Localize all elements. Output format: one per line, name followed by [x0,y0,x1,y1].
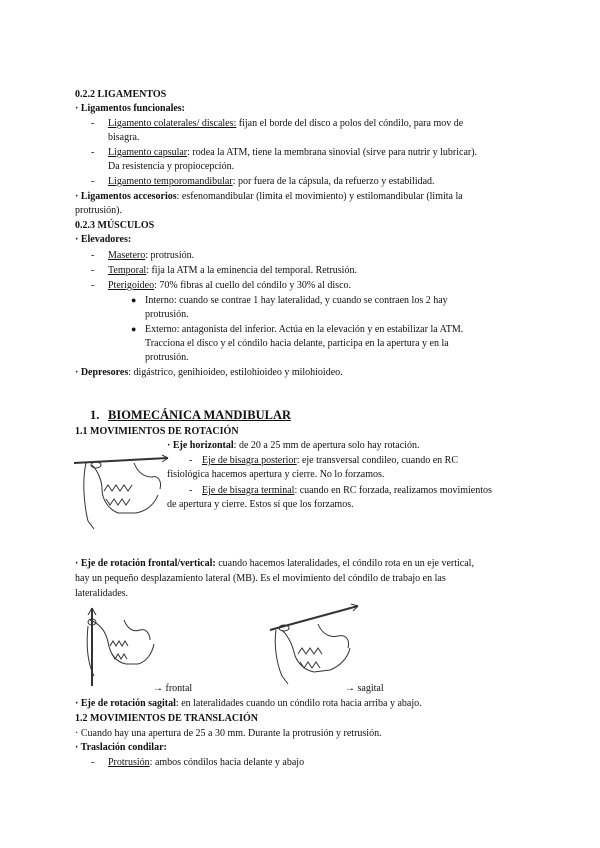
heading-biomecanica: BIOMECÁNICA MANDIBULAR [108,408,291,422]
list-dash: - [189,455,193,466]
label-traslacion-condilar: · Traslación condilar: [75,742,167,753]
term: Ligamento capsular [108,147,188,158]
list-dash: - [91,757,95,768]
label: · Eje de rotación sagital [75,698,176,709]
list-dash: - [91,265,95,276]
label: · Depresores [75,367,129,378]
eje-frontal-vertical-cont: lateralidades. [75,588,129,599]
list-item-colaterales [108,117,463,131]
heading-translacion: 1.2 MOVIMIENTOS DE TRANSLACIÓN [75,713,258,724]
term: Ligamento colaterales/ discales: [108,118,237,129]
section-number: 1. [90,408,100,422]
text: cuando hacemos lateralidades, el cóndilo rota en un eje vertical, [215,558,474,569]
list-item-continuation: Da resistencia y propiocepción. [108,161,235,172]
list-item-temporomandibular [108,175,435,189]
list-item-temporal [108,264,357,278]
heading-musculos: 0.2.3 MÚSCULOS [75,220,155,231]
label-elevadores: · Elevadores: [75,234,132,245]
text: : cuando en RC forzada, realizamos movimientos [294,485,492,496]
heading-rotacion: 1.1 MOVIMIENTOS DE ROTACIÓN [75,426,239,437]
mandible-frontal-axis-figure [80,606,160,688]
list-dash: - [91,147,95,158]
label: · Ligamentos accesorios [75,191,177,202]
list-dash: - [91,176,95,187]
term: Ligamento temporomandibular [108,176,233,187]
list-item-protrusion [108,756,304,770]
bullet-continuation: protrusión. [145,309,189,320]
eje-sagital [75,697,422,711]
eje-frontal-vertical [75,557,474,571]
text: : protrusión. [145,250,195,261]
text: : 70% fibras al cuello del cóndilo y 30% al disco. [154,280,352,291]
depresores [75,366,343,380]
list-item-continuation: bisagra. [108,132,140,143]
text: : esfenomandibular (limita el movimiento) y estilomandibular (limita la [176,191,463,202]
eje-bisagra-terminal [202,484,492,498]
term: Eje de bisagra posterior [202,455,297,466]
bullet-continuation: protrusión. [145,352,189,363]
list-item-masetero [108,249,194,263]
list-item-capsular [108,146,477,160]
label-ligamentos-funcionales: · Ligamentos funcionales: [75,103,186,114]
eje-bisagra-posterior-cont: fisiológica hacemos apertura y cierre. No lo forzamos. [167,469,385,480]
eje-horizontal [167,439,419,453]
list-dash: - [91,118,95,129]
mandible-horizontal-axis-figure [72,447,172,533]
bullet-interno: Interno: cuando se contrae 1 hay lateralidad, y cuando se contraen los 2 hay [145,295,448,306]
list-dash: - [189,485,193,496]
text: : rodea la ATM, tiene la membrana sinovial (sirve para nutrir y lubricar). [187,147,478,158]
text: : en lateralidades cuando un cóndilo rota hacia arriba y abajo. [175,698,422,709]
eje-bisagra-posterior [202,454,458,468]
list-dash: - [91,250,95,261]
heading-ligamentos: 0.2.2 LIGAMENTOS [75,89,167,100]
term: Eje de bisagra terminal [202,485,295,496]
term: Pterigoideo [108,280,155,291]
text: fijan el borde del disco a polos del cóndilo, para mov de [236,118,464,129]
ligamentos-accesorios [75,190,463,204]
label: · Eje horizontal [167,440,234,451]
term: Temporal [108,265,147,276]
eje-frontal-vertical-cont: hay un pequeño desplazamiento lateral (MB). Es el movimiento del cóndilo de trabajo en las [75,573,446,584]
translacion-text: · Cuando hay una apertura de 25 a 30 mm. Durante la protrusión y retrusión. [75,728,382,739]
list-dash: - [91,280,95,291]
text: : digástrico, genihioideo, estilohioideo y milohioideo. [128,367,343,378]
caption-frontal: → frontal [153,683,193,694]
eje-bisagra-terminal-cont: de apertura y cierre. Estos sí que los forzamos. [167,499,354,510]
ligamentos-accesorios-cont: protrusión). [75,205,122,216]
text: : eje transversal condileo, cuando en RC [296,455,459,466]
bullet-dot: ● [131,324,137,334]
bullet-externo: Externo: antagonista del inferior. Actúa en la elevación y en estabilizar la ATM. [145,324,464,335]
term: Protrusión [108,757,150,768]
text: : de 20 a 25 mm de apertura solo hay rotación. [233,440,420,451]
text: : fija la ATM a la eminencia del temporal. Retrusión. [146,265,357,276]
bullet-dot: ● [131,295,137,305]
text: : ambos cóndilos hacia delante y abajo [149,757,305,768]
caption-sagital: → sagital [345,683,384,694]
list-item-pterigoideo [108,279,351,293]
text: : por fuera de la cápsula, da refuerzo y estabilidad. [232,176,435,187]
term: Masetero [108,250,146,261]
mandible-sagittal-axis-figure [262,600,362,688]
label: · Eje de rotación frontal/vertical: [75,558,216,569]
bullet-continuation: Tracciona el disco y el cóndilo hacia delante, participa en la apertura y en la [145,338,449,349]
